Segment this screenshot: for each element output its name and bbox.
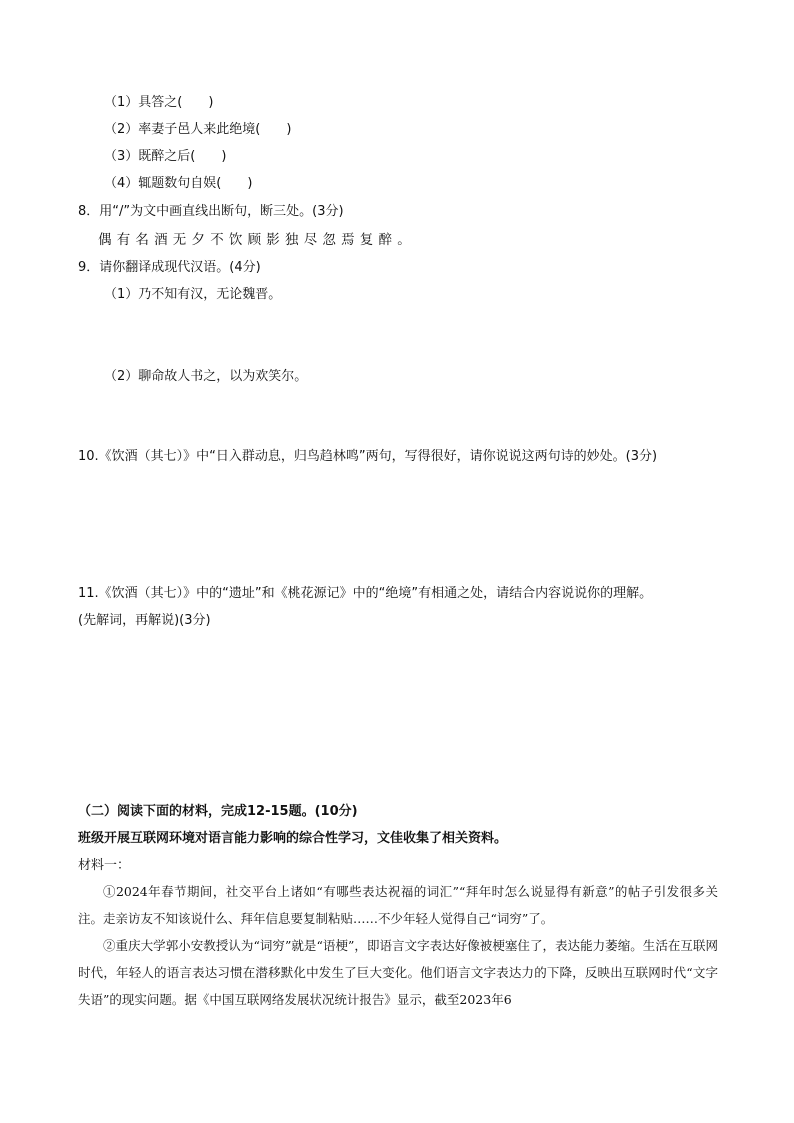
q11-prompt-line2: (先解词，再解说)(3分) bbox=[78, 613, 211, 628]
q7-item-4: （4）辄题数句自娱( ) bbox=[104, 176, 253, 191]
material-label: 材料一： bbox=[78, 858, 131, 873]
section2-intro: 班级开展互联网环境对语言能力影响的综合性学习，文佳收集了相关资料。 bbox=[78, 831, 508, 846]
q7-item-2: （2）率妻子邑人来此绝境( ) bbox=[104, 122, 292, 137]
q10-prompt: 10.《饮酒（其七）》中“日入群动息，归鸟趋林鸣”两句，写得很好，请你说说这两句诗的妙处。(3分) bbox=[78, 449, 658, 464]
q7-item-3: （3）既醉之后( ) bbox=[104, 149, 227, 164]
q11-prompt-line1: 11.《饮酒（其七）》中的“遗址”和《桃花源记》中的“绝境”有相通之处，请结合内容说说你的理解。 bbox=[78, 586, 653, 601]
material-body bbox=[78, 878, 718, 1013]
q9-item-1: （1）乃不知有汉，无论魏晋。 bbox=[104, 287, 282, 302]
q7-item-1: （1）具答之( ) bbox=[104, 95, 214, 110]
q8-sentence: 偶有名酒无夕不饮顾影独尽忽焉复醉。 bbox=[98, 232, 416, 248]
section2-heading: （二）阅读下面的材料，完成12-15题。(10分) bbox=[78, 804, 358, 819]
q9-item-2: （2）聊命故人书之，以为欢笑尔。 bbox=[104, 369, 308, 384]
q9-prompt: 9．请你翻译成现代汉语。(4分) bbox=[78, 260, 261, 275]
material-paragraph-2: ②重庆大学郭小安教授认为“词穷”就是“语梗”，即语言文字表达好像被梗塞住了，表达能力萎缩。生活在互联网时代，年轻人的语言表达习惯在潜移默化中发生了巨大变化。他们语言文字表达力的下降，反映出互联网时代“文字失语”的现实问题。据《中国互联网络发展状况统计报告》显示，截至2023年6 bbox=[78, 938, 718, 1007]
material-paragraph-1: ①2024年春节期间，社交平台上诸如“有哪些表达祝福的词汇”“拜年时怎么说显得有新意”的帖子引发很多关注。走亲访友不知该说什么、拜年信息要复制粘贴……不少年轻人觉得自己“词穷”了。 bbox=[78, 884, 718, 926]
q8-prompt: 8．用“/”为文中画直线出断句，断三处。(3分) bbox=[78, 204, 344, 219]
